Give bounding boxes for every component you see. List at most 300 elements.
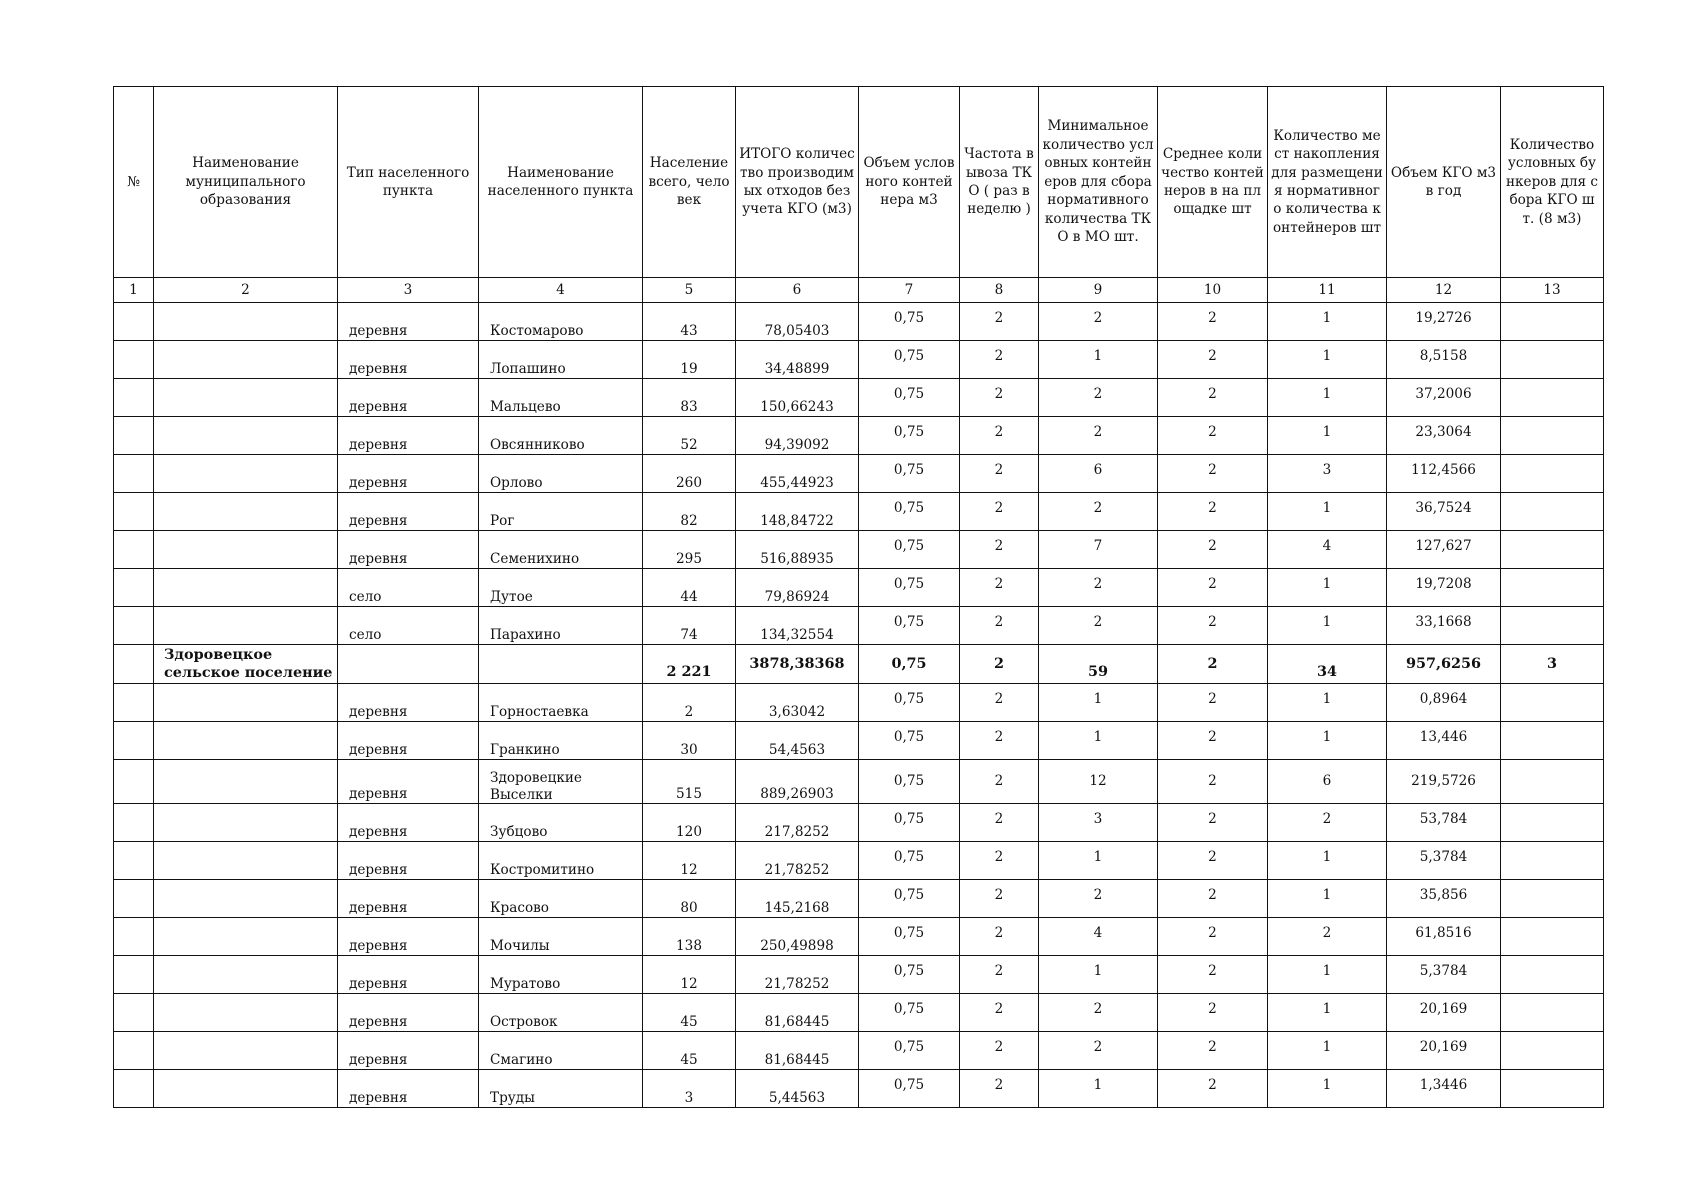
header-min-containers: Минимальное количество условных контейнеров для сбора нормативного количества ТКО в МО шт. bbox=[1039, 87, 1158, 278]
municipality-cell bbox=[154, 493, 338, 531]
table-row bbox=[114, 607, 1604, 645]
header-avg-containers: Среднее количество контейнеров в на площадке шт bbox=[1158, 87, 1268, 278]
avg-containers-cell: 2 bbox=[1158, 455, 1268, 493]
population-cell: 19 bbox=[643, 341, 736, 379]
row-number-cell bbox=[114, 531, 154, 569]
bunkers-cell bbox=[1501, 956, 1604, 994]
settlement-type-cell: деревня bbox=[338, 804, 479, 842]
settlement-type-cell: деревня bbox=[338, 918, 479, 956]
header-settlement-type: Тип населенного пункта bbox=[338, 87, 479, 278]
column-number-cell: 3 bbox=[338, 278, 479, 303]
waste-total-cell: 455,44923 bbox=[736, 455, 859, 493]
municipality-cell bbox=[154, 569, 338, 607]
frequency-cell: 2 bbox=[960, 918, 1039, 956]
settlement-type-cell: деревня bbox=[338, 341, 479, 379]
waste-total-cell: 3,63042 bbox=[736, 684, 859, 722]
waste-total-cell: 79,86924 bbox=[736, 569, 859, 607]
waste-total-cell: 94,39092 bbox=[736, 417, 859, 455]
avg-containers-cell: 2 bbox=[1158, 880, 1268, 918]
waste-total-cell: 134,32554 bbox=[736, 607, 859, 645]
waste-total-cell: 81,68445 bbox=[736, 1032, 859, 1070]
frequency-cell: 2 bbox=[960, 1070, 1039, 1108]
row-number-cell bbox=[114, 417, 154, 455]
places-cell: 1 bbox=[1268, 493, 1387, 531]
container-volume-cell: 0,75 bbox=[859, 379, 960, 417]
bunkers-cell bbox=[1501, 341, 1604, 379]
avg-containers-cell: 2 bbox=[1158, 645, 1268, 684]
bunkers-cell bbox=[1501, 1032, 1604, 1070]
min-containers-cell: 1 bbox=[1039, 1070, 1158, 1108]
container-volume-cell: 0,75 bbox=[859, 303, 960, 341]
row-number-cell bbox=[114, 842, 154, 880]
population-cell: 43 bbox=[643, 303, 736, 341]
frequency-cell: 2 bbox=[960, 493, 1039, 531]
municipality-cell bbox=[154, 455, 338, 493]
settlement-name-cell: Красово bbox=[479, 880, 643, 918]
waste-total-cell: 250,49898 bbox=[736, 918, 859, 956]
waste-total-cell: 21,78252 bbox=[736, 956, 859, 994]
municipality-cell bbox=[154, 956, 338, 994]
kgo-volume-cell: 36,7524 bbox=[1387, 493, 1501, 531]
municipality-cell bbox=[154, 607, 338, 645]
frequency-cell: 2 bbox=[960, 956, 1039, 994]
waste-table bbox=[113, 86, 1604, 1108]
min-containers-cell: 2 bbox=[1039, 607, 1158, 645]
bunkers-cell bbox=[1501, 379, 1604, 417]
municipality-cell bbox=[154, 994, 338, 1032]
settlement-name-cell: Овсянниково bbox=[479, 417, 643, 455]
settlement-type-cell: деревня bbox=[338, 417, 479, 455]
waste-total-cell: 34,48899 bbox=[736, 341, 859, 379]
places-cell: 4 bbox=[1268, 531, 1387, 569]
settlement-name-cell: Мочилы bbox=[479, 918, 643, 956]
header-container-volume: Объем условного контейнера м3 bbox=[859, 87, 960, 278]
row-number-cell bbox=[114, 804, 154, 842]
municipality-name: Здоровецкое сельское поселение bbox=[154, 645, 338, 684]
places-cell: 1 bbox=[1268, 569, 1387, 607]
avg-containers-cell: 2 bbox=[1158, 1032, 1268, 1070]
row-number-cell bbox=[114, 303, 154, 341]
avg-containers-cell: 2 bbox=[1158, 379, 1268, 417]
container-volume-cell: 0,75 bbox=[859, 493, 960, 531]
municipality-cell bbox=[154, 804, 338, 842]
table-row bbox=[114, 1070, 1604, 1108]
places-cell: 1 bbox=[1268, 722, 1387, 760]
avg-containers-cell: 2 bbox=[1158, 493, 1268, 531]
bunkers-cell bbox=[1501, 1070, 1604, 1108]
column-number-cell: 2 bbox=[154, 278, 338, 303]
settlement-name-cell: Костомарово bbox=[479, 303, 643, 341]
waste-total-cell: 889,26903 bbox=[736, 760, 859, 804]
kgo-volume-cell: 33,1668 bbox=[1387, 607, 1501, 645]
kgo-volume-cell: 5,3784 bbox=[1387, 956, 1501, 994]
places-cell: 1 bbox=[1268, 1070, 1387, 1108]
table-row bbox=[114, 455, 1604, 493]
row-number-cell bbox=[114, 722, 154, 760]
container-volume-cell: 0,75 bbox=[859, 918, 960, 956]
kgo-volume-cell: 112,4566 bbox=[1387, 455, 1501, 493]
settlement-type-cell bbox=[338, 645, 479, 684]
min-containers-cell: 1 bbox=[1039, 684, 1158, 722]
municipality-cell bbox=[154, 341, 338, 379]
row-number-cell bbox=[114, 455, 154, 493]
population-cell: 260 bbox=[643, 455, 736, 493]
min-containers-cell: 6 bbox=[1039, 455, 1158, 493]
population-total: 2 221 bbox=[643, 645, 736, 684]
container-volume-cell: 0,75 bbox=[859, 880, 960, 918]
avg-containers-cell: 2 bbox=[1158, 804, 1268, 842]
frequency-cell: 2 bbox=[960, 607, 1039, 645]
settlement-type-cell: деревня bbox=[338, 455, 479, 493]
municipality-cell bbox=[154, 722, 338, 760]
municipality-cell bbox=[154, 684, 338, 722]
bunkers-cell bbox=[1501, 417, 1604, 455]
header-number: № bbox=[114, 87, 154, 278]
population-cell: 45 bbox=[643, 994, 736, 1032]
row-number-cell bbox=[114, 918, 154, 956]
container-volume-cell: 0,75 bbox=[859, 760, 960, 804]
frequency-cell: 2 bbox=[960, 1032, 1039, 1070]
table-row bbox=[114, 994, 1604, 1032]
bunkers-cell bbox=[1501, 493, 1604, 531]
kgo-volume-cell: 13,446 bbox=[1387, 722, 1501, 760]
municipality-cell bbox=[154, 417, 338, 455]
avg-containers-cell: 2 bbox=[1158, 994, 1268, 1032]
kgo-volume-cell: 20,169 bbox=[1387, 994, 1501, 1032]
municipality-cell bbox=[154, 842, 338, 880]
places-cell: 1 bbox=[1268, 684, 1387, 722]
min-containers-cell: 2 bbox=[1039, 1032, 1158, 1070]
header-row bbox=[114, 87, 1604, 278]
frequency-cell: 2 bbox=[960, 760, 1039, 804]
places-cell: 1 bbox=[1268, 379, 1387, 417]
waste-total-cell: 81,68445 bbox=[736, 994, 859, 1032]
min-containers-cell: 1 bbox=[1039, 842, 1158, 880]
row-number-cell bbox=[114, 956, 154, 994]
places-cell: 1 bbox=[1268, 1032, 1387, 1070]
min-containers-cell: 12 bbox=[1039, 760, 1158, 804]
avg-containers-cell: 2 bbox=[1158, 531, 1268, 569]
table-row bbox=[114, 956, 1604, 994]
settlement-type-cell: деревня bbox=[338, 956, 479, 994]
min-containers-cell: 7 bbox=[1039, 531, 1158, 569]
kgo-volume-cell: 1,3446 bbox=[1387, 1070, 1501, 1108]
container-volume-cell: 0,75 bbox=[859, 1032, 960, 1070]
settlement-type-cell: деревня bbox=[338, 1032, 479, 1070]
population-cell: 83 bbox=[643, 379, 736, 417]
settlement-type-cell: село bbox=[338, 607, 479, 645]
places-cell: 1 bbox=[1268, 956, 1387, 994]
settlement-name-cell: Семенихино bbox=[479, 531, 643, 569]
population-cell: 44 bbox=[643, 569, 736, 607]
row-number-cell bbox=[114, 1032, 154, 1070]
table-row bbox=[114, 804, 1604, 842]
places-cell: 1 bbox=[1268, 607, 1387, 645]
population-cell: 80 bbox=[643, 880, 736, 918]
kgo-volume-cell: 19,2726 bbox=[1387, 303, 1501, 341]
kgo-volume-cell: 0,8964 bbox=[1387, 684, 1501, 722]
kgo-volume-cell: 61,8516 bbox=[1387, 918, 1501, 956]
frequency-cell: 2 bbox=[960, 417, 1039, 455]
container-volume-cell: 0,75 bbox=[859, 645, 960, 684]
waste-total-cell: 145,2168 bbox=[736, 880, 859, 918]
header-settlement-name: Наименование населенного пункта bbox=[479, 87, 643, 278]
row-number-cell bbox=[114, 645, 154, 684]
population-cell: 295 bbox=[643, 531, 736, 569]
avg-containers-cell: 2 bbox=[1158, 569, 1268, 607]
frequency-cell: 2 bbox=[960, 569, 1039, 607]
table-row bbox=[114, 341, 1604, 379]
column-number-cell: 7 bbox=[859, 278, 960, 303]
places-cell: 1 bbox=[1268, 417, 1387, 455]
municipality-cell bbox=[154, 1032, 338, 1070]
bunkers-cell bbox=[1501, 804, 1604, 842]
waste-total-cell: 148,84722 bbox=[736, 493, 859, 531]
min-containers-cell: 3 bbox=[1039, 804, 1158, 842]
row-number-cell bbox=[114, 880, 154, 918]
container-volume-cell: 0,75 bbox=[859, 417, 960, 455]
frequency-cell: 2 bbox=[960, 531, 1039, 569]
bunkers-cell bbox=[1501, 918, 1604, 956]
population-cell: 12 bbox=[643, 842, 736, 880]
settlement-type-cell: деревня bbox=[338, 684, 479, 722]
container-volume-cell: 0,75 bbox=[859, 341, 960, 379]
population-cell: 515 bbox=[643, 760, 736, 804]
settlement-name-cell: Дутое bbox=[479, 569, 643, 607]
table-row bbox=[114, 684, 1604, 722]
header-places: Количество мест накопления для размещения нормативного количества контейнеров шт bbox=[1268, 87, 1387, 278]
population-cell: 120 bbox=[643, 804, 736, 842]
subtotal-row bbox=[114, 645, 1604, 684]
container-volume-cell: 0,75 bbox=[859, 722, 960, 760]
column-number-cell: 9 bbox=[1039, 278, 1158, 303]
min-containers-cell: 1 bbox=[1039, 722, 1158, 760]
container-volume-cell: 0,75 bbox=[859, 804, 960, 842]
settlement-name-cell: Гранкино bbox=[479, 722, 643, 760]
settlement-name-cell: Зубцово bbox=[479, 804, 643, 842]
population-cell: 3 bbox=[643, 1070, 736, 1108]
avg-containers-cell: 2 bbox=[1158, 918, 1268, 956]
frequency-cell: 2 bbox=[960, 804, 1039, 842]
frequency-cell: 2 bbox=[960, 722, 1039, 760]
bunkers-cell bbox=[1501, 569, 1604, 607]
table-row bbox=[114, 531, 1604, 569]
waste-total-cell: 217,8252 bbox=[736, 804, 859, 842]
settlement-name-cell bbox=[479, 645, 643, 684]
kgo-volume-cell: 53,784 bbox=[1387, 804, 1501, 842]
places-total: 34 bbox=[1268, 645, 1387, 684]
settlement-type-cell: деревня bbox=[338, 531, 479, 569]
column-number-cell: 1 bbox=[114, 278, 154, 303]
avg-containers-cell: 2 bbox=[1158, 722, 1268, 760]
min-containers-cell: 2 bbox=[1039, 880, 1158, 918]
avg-containers-cell: 2 bbox=[1158, 417, 1268, 455]
kgo-volume-cell: 23,3064 bbox=[1387, 417, 1501, 455]
table-row bbox=[114, 493, 1604, 531]
settlement-name-cell: Лопашино bbox=[479, 341, 643, 379]
kgo-volume-cell: 127,627 bbox=[1387, 531, 1501, 569]
header-bunkers: Количество условных бункеров для сбора КГО шт. (8 м3) bbox=[1501, 87, 1604, 278]
container-volume-cell: 0,75 bbox=[859, 607, 960, 645]
settlement-type-cell: село bbox=[338, 569, 479, 607]
municipality-cell bbox=[154, 531, 338, 569]
municipality-cell bbox=[154, 880, 338, 918]
places-cell: 1 bbox=[1268, 880, 1387, 918]
row-number-cell bbox=[114, 994, 154, 1032]
settlement-name-cell: Рог bbox=[479, 493, 643, 531]
avg-containers-cell: 2 bbox=[1158, 760, 1268, 804]
settlement-name-cell: Орлово bbox=[479, 455, 643, 493]
places-cell: 1 bbox=[1268, 303, 1387, 341]
kgo-volume-cell: 19,7208 bbox=[1387, 569, 1501, 607]
table-row bbox=[114, 569, 1604, 607]
header-municipality: Наименование муниципального образования bbox=[154, 87, 338, 278]
min-containers-cell: 1 bbox=[1039, 341, 1158, 379]
frequency-cell: 2 bbox=[960, 880, 1039, 918]
frequency-cell: 2 bbox=[960, 684, 1039, 722]
frequency-cell: 2 bbox=[960, 842, 1039, 880]
kgo-volume-cell: 20,169 bbox=[1387, 1032, 1501, 1070]
settlement-type-cell: деревня bbox=[338, 760, 479, 804]
waste-total-cell: 54,4563 bbox=[736, 722, 859, 760]
kgo-volume-total: 957,6256 bbox=[1387, 645, 1501, 684]
bunkers-cell bbox=[1501, 994, 1604, 1032]
header-waste-total: ИТОГО количество производимых отходов без учета КГО (м3) bbox=[736, 87, 859, 278]
settlement-name-cell: Мальцево bbox=[479, 379, 643, 417]
row-number-cell bbox=[114, 379, 154, 417]
waste-total: 3878,38368 bbox=[736, 645, 859, 684]
column-number-cell: 5 bbox=[643, 278, 736, 303]
settlement-name-cell: Горностаевка bbox=[479, 684, 643, 722]
population-cell: 45 bbox=[643, 1032, 736, 1070]
frequency-cell: 2 bbox=[960, 303, 1039, 341]
min-containers-cell: 4 bbox=[1039, 918, 1158, 956]
container-volume-cell: 0,75 bbox=[859, 842, 960, 880]
row-number-cell bbox=[114, 1070, 154, 1108]
settlement-type-cell: деревня bbox=[338, 493, 479, 531]
container-volume-cell: 0,75 bbox=[859, 569, 960, 607]
bunkers-cell bbox=[1501, 455, 1604, 493]
table-row bbox=[114, 760, 1604, 804]
frequency-cell: 2 bbox=[960, 645, 1039, 684]
avg-containers-cell: 2 bbox=[1158, 607, 1268, 645]
row-number-cell bbox=[114, 569, 154, 607]
places-cell: 3 bbox=[1268, 455, 1387, 493]
waste-total-cell: 516,88935 bbox=[736, 531, 859, 569]
avg-containers-cell: 2 bbox=[1158, 842, 1268, 880]
column-number-cell: 12 bbox=[1387, 278, 1501, 303]
column-number-cell: 13 bbox=[1501, 278, 1604, 303]
bunkers-cell bbox=[1501, 684, 1604, 722]
settlement-name-cell: Смагино bbox=[479, 1032, 643, 1070]
places-cell: 1 bbox=[1268, 842, 1387, 880]
settlement-name-cell: Муратово bbox=[479, 956, 643, 994]
population-cell: 12 bbox=[643, 956, 736, 994]
settlement-name-cell: Островок bbox=[479, 994, 643, 1032]
kgo-volume-cell: 5,3784 bbox=[1387, 842, 1501, 880]
places-cell: 2 bbox=[1268, 804, 1387, 842]
min-containers-cell: 2 bbox=[1039, 417, 1158, 455]
header-kgo-volume: Объем КГО м3 в год bbox=[1387, 87, 1501, 278]
bunkers-cell bbox=[1501, 760, 1604, 804]
avg-containers-cell: 2 bbox=[1158, 303, 1268, 341]
table-row bbox=[114, 379, 1604, 417]
waste-total-cell: 150,66243 bbox=[736, 379, 859, 417]
municipality-cell bbox=[154, 760, 338, 804]
container-volume-cell: 0,75 bbox=[859, 455, 960, 493]
places-cell: 6 bbox=[1268, 760, 1387, 804]
header-frequency: Частота вывоза ТКО ( раз в неделю ) bbox=[960, 87, 1039, 278]
header-population: Население всего, человек bbox=[643, 87, 736, 278]
table-row bbox=[114, 842, 1604, 880]
table-row bbox=[114, 918, 1604, 956]
min-containers-cell: 2 bbox=[1039, 303, 1158, 341]
min-containers-cell: 2 bbox=[1039, 379, 1158, 417]
row-number-cell bbox=[114, 341, 154, 379]
kgo-volume-cell: 8,5158 bbox=[1387, 341, 1501, 379]
min-containers-cell: 2 bbox=[1039, 994, 1158, 1032]
column-number-cell: 4 bbox=[479, 278, 643, 303]
population-cell: 52 bbox=[643, 417, 736, 455]
municipality-cell bbox=[154, 303, 338, 341]
settlement-type-cell: деревня bbox=[338, 994, 479, 1032]
table-body bbox=[114, 303, 1604, 1108]
places-cell: 1 bbox=[1268, 341, 1387, 379]
bunkers-total: 3 bbox=[1501, 645, 1604, 684]
bunkers-cell bbox=[1501, 722, 1604, 760]
settlement-type-cell: деревня bbox=[338, 1070, 479, 1108]
bunkers-cell bbox=[1501, 303, 1604, 341]
avg-containers-cell: 2 bbox=[1158, 341, 1268, 379]
min-containers-total: 59 bbox=[1039, 645, 1158, 684]
row-number-cell bbox=[114, 684, 154, 722]
column-number-cell: 6 bbox=[736, 278, 859, 303]
bunkers-cell bbox=[1501, 842, 1604, 880]
settlement-type-cell: деревня bbox=[338, 379, 479, 417]
container-volume-cell: 0,75 bbox=[859, 994, 960, 1032]
table-row bbox=[114, 1032, 1604, 1070]
frequency-cell: 2 bbox=[960, 455, 1039, 493]
municipality-cell bbox=[154, 918, 338, 956]
container-volume-cell: 0,75 bbox=[859, 531, 960, 569]
frequency-cell: 2 bbox=[960, 994, 1039, 1032]
column-number-cell: 8 bbox=[960, 278, 1039, 303]
settlement-name-cell: Труды bbox=[479, 1070, 643, 1108]
population-cell: 30 bbox=[643, 722, 736, 760]
bunkers-cell bbox=[1501, 880, 1604, 918]
settlement-type-cell: деревня bbox=[338, 303, 479, 341]
container-volume-cell: 0,75 bbox=[859, 684, 960, 722]
avg-containers-cell: 2 bbox=[1158, 956, 1268, 994]
waste-total-cell: 21,78252 bbox=[736, 842, 859, 880]
settlement-type-cell: деревня bbox=[338, 722, 479, 760]
container-volume-cell: 0,75 bbox=[859, 956, 960, 994]
table-row bbox=[114, 417, 1604, 455]
settlement-type-cell: деревня bbox=[338, 880, 479, 918]
column-number-cell: 10 bbox=[1158, 278, 1268, 303]
column-number-row bbox=[114, 278, 1604, 303]
places-cell: 2 bbox=[1268, 918, 1387, 956]
table-row bbox=[114, 722, 1604, 760]
population-cell: 82 bbox=[643, 493, 736, 531]
frequency-cell: 2 bbox=[960, 379, 1039, 417]
municipality-cell bbox=[154, 379, 338, 417]
settlement-type-cell: деревня bbox=[338, 842, 479, 880]
avg-containers-cell: 2 bbox=[1158, 1070, 1268, 1108]
kgo-volume-cell: 35,856 bbox=[1387, 880, 1501, 918]
places-cell: 1 bbox=[1268, 994, 1387, 1032]
kgo-volume-cell: 37,2006 bbox=[1387, 379, 1501, 417]
